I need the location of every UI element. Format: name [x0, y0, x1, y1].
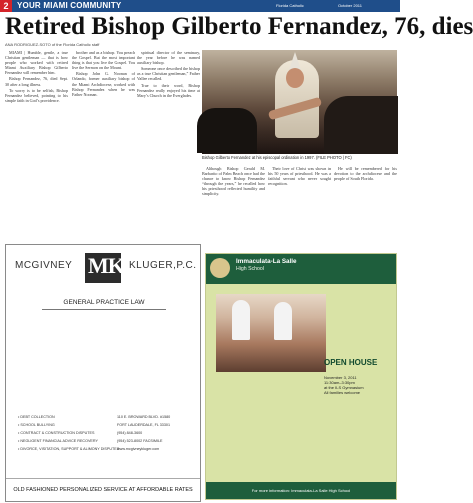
contact-line: 110 E. BROWARD BLVD. #1580 [117, 415, 171, 419]
column-paragraph: Bishop John G. Noonan of Orlando, former auxiliary bishop of the Miami Archdiocese, worked with Bishop Fernandez when he was Father Noonan. [72, 71, 135, 97]
article-column-2 [72, 50, 135, 240]
publication-name: Florida Catholic [276, 3, 304, 8]
column-paragraph: brother and as a bishop. You preach the Gospel. But the most important thing is that you live the Gospel. You live the Sermon on the Mount. [72, 50, 135, 71]
event-line: 11:30am–3:30pm [324, 380, 355, 385]
contact-line: (954) 848-3600 [117, 431, 143, 435]
service-item: • CONTRACT & CONSTRUCTION DISPUTES [18, 429, 119, 437]
law-firm-ad [5, 244, 201, 502]
student-figure [274, 302, 292, 340]
event-line: All families welcome [324, 390, 361, 395]
contact-line: (954) 523-8002 FACSIMILE [117, 439, 163, 443]
section-title: YOUR MIAMI COMMUNITY [17, 1, 122, 10]
article-column-4 [202, 166, 265, 240]
column-paragraph: spiritual director of the seminary, the year before he was named auxiliary bishop. [137, 50, 200, 66]
school-crest-icon [210, 258, 230, 278]
page-header [0, 0, 400, 12]
event-headline: OPEN HOUSE [324, 358, 378, 367]
school-ad-footer: For more information: Immaculata-La Salle High School [206, 482, 396, 499]
services-list [18, 413, 119, 453]
article-column-1 [5, 50, 68, 240]
service-item: • SCHOOL BULLYING [18, 421, 119, 429]
page-number: 2 [0, 0, 12, 12]
school-banner [206, 254, 396, 284]
column-paragraph: Bishop Fernandez, 76, died Sept. 30 after a long illness. [5, 76, 68, 87]
school-subtitle: High School [236, 266, 264, 272]
service-item: • NEGLIGENT FINANCIAL ADVICE RECOVERY [18, 437, 119, 445]
firm-logo [6, 251, 200, 289]
column-paragraph: He will be remembered for his devotion to the archdiocese and the people of South Florida. [334, 166, 397, 182]
column-paragraph: Although Bishop Gerald M. Barbarito of Palm Beach once had the chance to know Bishop Fernandez “through the years,” he recalled how his priesthood reflected humility and simplicity. [202, 166, 265, 197]
firm-name-right: KLUGER,P.C. [129, 260, 197, 271]
article-column-5 [268, 166, 331, 240]
contact-block [117, 413, 170, 453]
contact-line: FORT LAUDERDALE, FL 33301 [117, 423, 171, 427]
ad-footer: OLD FASHIONED PERSONALIZED SERVICE AT AFFORDABLE RATES [6, 478, 200, 501]
article-column-6 [334, 166, 397, 240]
school-ad [205, 253, 397, 500]
contact-line: www.mcgivneykluger.com [117, 447, 160, 451]
article-byline: ANA RODRIGUEZ-SOTO of the Florida Catholic staff [5, 42, 100, 47]
event-details [324, 375, 392, 395]
photo-caption: Bishop Gilberto Fernandez at his episcopal ordination in 1997. (FILE PHOTO | FC) [202, 155, 352, 160]
article-headline: Retired Bishop Gilberto Fernandez, 76, dies [5, 13, 473, 40]
event-line: at the ILS Gymnasium [324, 385, 364, 390]
column-paragraph: Their love of Christ was shown in his 50 years of priesthood. He was a faithful servant who never sought recognition. [268, 166, 331, 187]
event-line: November 3, 2011 [324, 375, 357, 380]
column-paragraph: MIAMI | Humble, gentle, a true Christian gentleman — that is how people who worked with retired Miami Auxiliary Bishop Gilberto Fernandez will remember him. [5, 50, 68, 76]
article-column-3 [137, 50, 200, 240]
column-paragraph: Someone once described the bishop as a true Christian gentleman,” Father Vallee recalled. [137, 66, 200, 82]
ad-title: GENERAL PRACTICE LAW [63, 299, 145, 306]
article-photo [202, 50, 397, 154]
service-item: • DIVORCE, VISITATION, SUPPORT & ALIMONY DISPUTES [18, 445, 119, 453]
student-figure [232, 300, 250, 340]
service-item: • DEBT COLLECTION [18, 413, 119, 421]
column-paragraph: True to their word, Bishop Fernandez really enjoyed his time at Mary’s Church in the Everglades. [137, 82, 200, 98]
issue-date: October 2011 [338, 3, 362, 8]
firm-name-left: MCGIVNEY [15, 260, 73, 271]
column-paragraph: To worry is to be selfish, Bishop Fernandez believed, pointing to his simple faith in God’s providence. [5, 87, 68, 103]
firm-mark: MK [88, 253, 124, 278]
school-name: Immaculata-La Salle [236, 258, 297, 265]
